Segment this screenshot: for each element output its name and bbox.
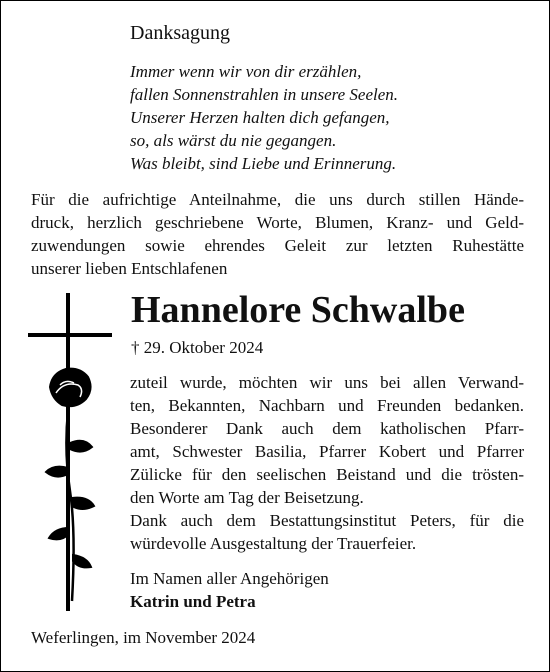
- body-line: Besonderer Dank auch dem katholischen Pfarr-: [130, 419, 524, 438]
- body-line: den Worte am Tag der Beisetzung.: [130, 488, 364, 507]
- poem-line: Was bleibt, sind Liebe und Erinnerung.: [130, 154, 397, 173]
- poem-line: so, als wärst du nie gegangen.: [130, 131, 337, 150]
- place-date: Weferlingen, im November 2024: [31, 628, 256, 647]
- poem-line: Unserer Herzen halten dich gefangen,: [130, 108, 390, 127]
- poem-line: fallen Sonnenstrahlen in unsere Seelen.: [130, 85, 399, 104]
- intro-line: Für die aufrichtige Anteilnahme, die uns durch stillen Hände-: [31, 190, 524, 209]
- body-line: Zülicke für den seelischen Beistand und die trösten-: [130, 465, 524, 484]
- signoff-names: Katrin und Petra: [130, 592, 256, 611]
- intro-line: unserer lieben Entschlafenen: [31, 259, 228, 278]
- death-date: † 29. Oktober 2024: [131, 338, 264, 357]
- deceased-name: Hannelore Schwalbe: [131, 289, 465, 331]
- intro-line: druck, herzlich geschriebene Worte, Blumen, Kranz- und Geld-: [31, 213, 524, 232]
- body-line: amt, Schwester Basilia, Pfarrer Kobert und Pfarrer: [130, 442, 524, 461]
- body-line: Dank auch dem Bestattungsinstitut Peters, für die: [130, 511, 524, 530]
- body-line: würdevolle Ausgestaltung der Trauerfeier.: [130, 534, 417, 553]
- signoff-line: Im Namen aller Angehörigen: [130, 569, 329, 588]
- body-line: ten, Bekannten, Nachbarn und Freunden bedanken.: [130, 396, 524, 415]
- heading: Danksagung: [130, 22, 230, 44]
- cross-icon: [28, 293, 112, 611]
- poem-line: Immer wenn wir von dir erzählen,: [130, 62, 362, 81]
- intro-line: zuwendungen sowie ehrendes Geleit zur letzten Ruhestätte: [31, 236, 524, 255]
- body-line: zuteil wurde, möchten wir uns bei allen Verwand-: [130, 373, 524, 392]
- cross-with-rose-icon: [26, 293, 114, 613]
